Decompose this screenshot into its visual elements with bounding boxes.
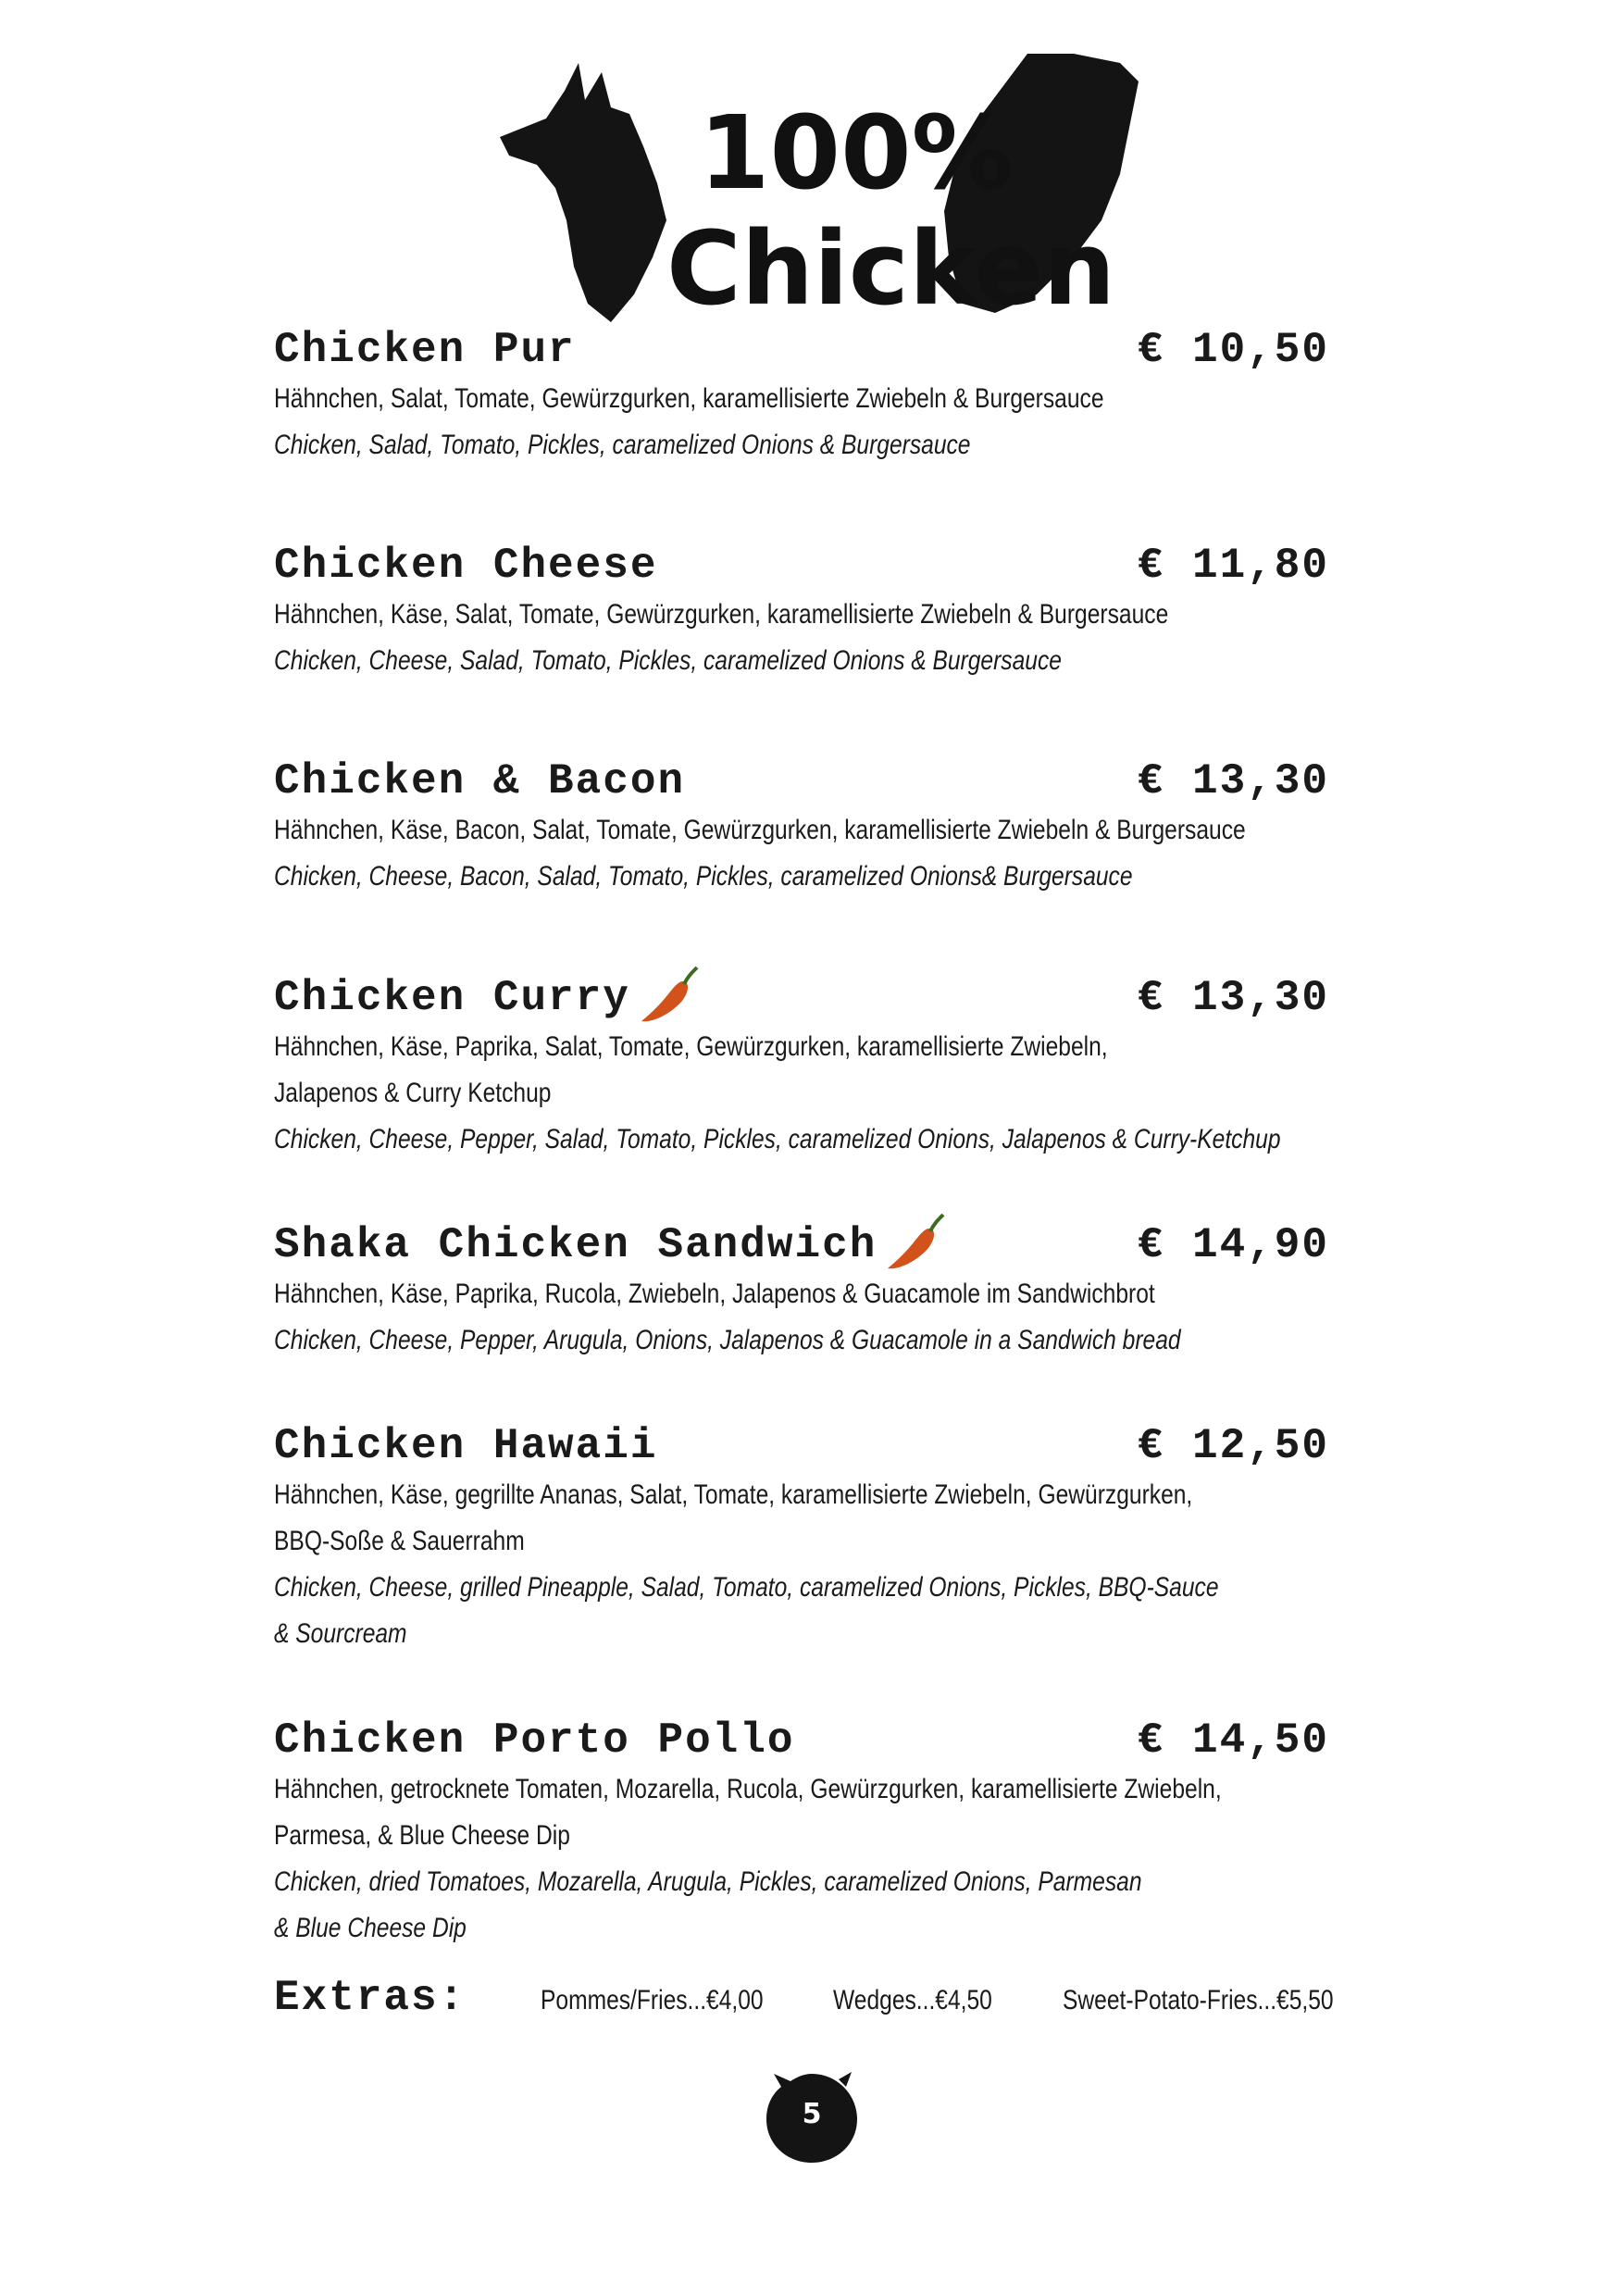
chili-pepper-icon <box>634 966 706 1030</box>
extras-row <box>274 1972 1385 2024</box>
item-description-de: Jalapenos & Curry Ketchup <box>274 1078 552 1108</box>
chicken-logo <box>481 26 1148 350</box>
item-description-en: Chicken, Cheese, Pepper, Arugula, Onions, Jalapenos & Guacamole in a Sandwich bread <box>274 1325 1181 1355</box>
page-number-badge <box>761 2066 863 2168</box>
extra-item-sweet-potato-fries: Sweet-Potato-Fries...€5,50 <box>1063 1985 1334 2015</box>
item-price: € 14,50 <box>1137 1716 1329 1765</box>
item-price: € 13,30 <box>1137 974 1329 1022</box>
item-description-de: Hähnchen, Käse, Salat, Tomate, Gewürzgurken, karamellisierte Zwiebeln & Burgersauce <box>274 599 1169 630</box>
logo-line1: 100% <box>699 94 1014 212</box>
extra-item-fries: Pommes/Fries...€4,00 <box>541 1985 764 2015</box>
item-name: Shaka Chicken Sandwich <box>274 1221 877 1269</box>
menu-item-chicken-curry <box>274 972 1338 1163</box>
item-description-de: Hähnchen, getrocknete Tomaten, Mozarella, Rucola, Gewürzgurken, karamellisierte Zwiebeln, <box>274 1774 1222 1804</box>
item-description-en: & Sourcream <box>274 1618 407 1649</box>
item-name: Chicken Cheese <box>274 542 658 590</box>
item-description-en: Chicken, Salad, Tomato, Pickles, caramelized Onions & Burgersauce <box>274 430 971 460</box>
item-name: Chicken Pur <box>274 326 576 374</box>
item-description-de: BBQ-Soße & Sauerrahm <box>274 1526 525 1556</box>
item-description-en: Chicken, Cheese, Salad, Tomato, Pickles, caramelized Onions & Burgersauce <box>274 645 1062 676</box>
item-name: Chicken Curry <box>274 974 630 1022</box>
extra-item-wedges: Wedges...€4,50 <box>833 1985 992 2015</box>
item-price: € 11,80 <box>1137 542 1329 590</box>
menu-item-chicken-porto-pollo <box>274 1715 1338 1952</box>
item-description-de: Hähnchen, Käse, Paprika, Rucola, Zwiebeln, Jalapenos & Guacamole im Sandwichbrot <box>274 1279 1155 1309</box>
item-description-de: Hähnchen, Käse, Paprika, Salat, Tomate, Gewürzgurken, karamellisierte Zwiebeln, <box>274 1031 1108 1062</box>
extras-label: Extras: <box>274 1974 467 2022</box>
item-description-en: Chicken, Cheese, Bacon, Salad, Tomato, Pickles, caramelized Onions& Burgersauce <box>274 861 1133 892</box>
item-description-en: Chicken, Cheese, Pepper, Salad, Tomato, Pickles, caramelized Onions, Jalapenos & Curry-Ketchup <box>274 1124 1281 1154</box>
item-description-de: Hähnchen, Salat, Tomate, Gewürzgurken, karamellisierte Zwiebeln & Burgersauce <box>274 383 1104 414</box>
menu-item-chicken-bacon <box>274 755 1338 900</box>
item-price: € 13,30 <box>1137 757 1329 805</box>
item-name: Chicken Porto Pollo <box>274 1716 795 1765</box>
item-name: Chicken Hawaii <box>274 1422 658 1470</box>
item-description-en: & Blue Cheese Dip <box>274 1913 467 1943</box>
item-price: € 10,50 <box>1137 326 1329 374</box>
item-description-de: Hähnchen, Käse, gegrillte Ananas, Salat, Tomate, karamellisierte Zwiebeln, Gewürzgurken, <box>274 1479 1193 1510</box>
page-number: 5 <box>802 2098 822 2130</box>
item-description-de: Parmesa, & Blue Cheese Dip <box>274 1820 570 1851</box>
item-description-de: Hähnchen, Käse, Bacon, Salat, Tomate, Gewürzgurken, karamellisierte Zwiebeln & Burgersauce <box>274 815 1246 845</box>
item-price: € 14,90 <box>1137 1221 1329 1269</box>
menu-item-shaka-chicken-sandwich <box>274 1219 1338 1364</box>
item-price: € 12,50 <box>1137 1422 1329 1470</box>
menu-item-chicken-hawaii <box>274 1420 1338 1657</box>
item-description-en: Chicken, Cheese, grilled Pineapple, Salad, Tomato, caramelized Onions, Pickles, BBQ-Sauce <box>274 1572 1219 1603</box>
menu-item-chicken-pur <box>274 324 1338 468</box>
rooster-icon <box>500 63 666 322</box>
menu-item-chicken-cheese <box>274 540 1338 684</box>
chili-pepper-icon <box>880 1213 952 1278</box>
logo-line2: Chicken <box>666 209 1116 328</box>
item-description-en: Chicken, dried Tomatoes, Mozarella, Arugula, Pickles, caramelized Onions, Parmesan <box>274 1866 1142 1897</box>
item-name: Chicken & Bacon <box>274 757 686 805</box>
